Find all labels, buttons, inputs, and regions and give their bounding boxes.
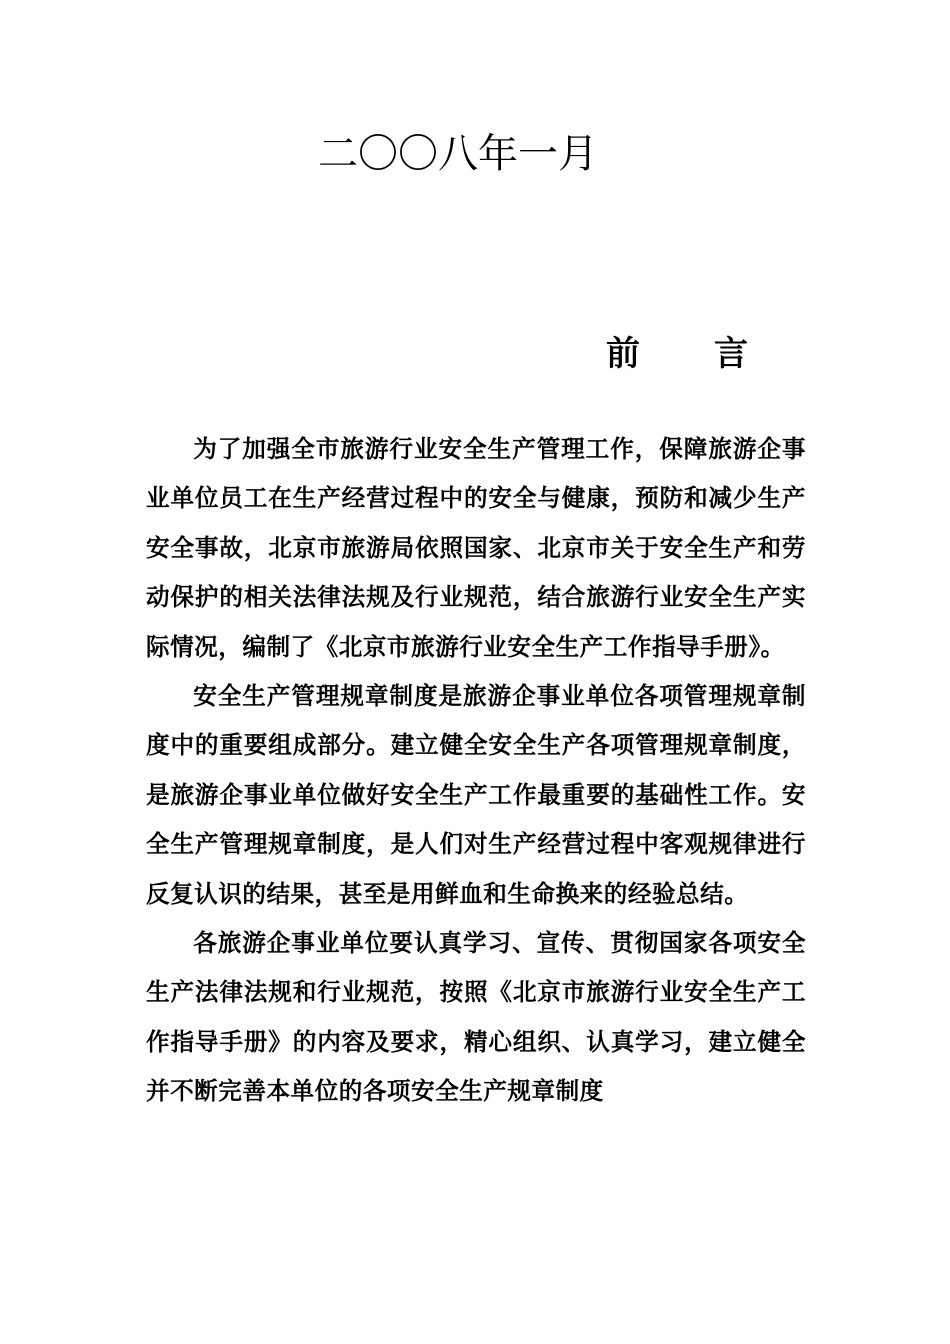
paragraph-3: 各旅游企事业单位要认真学习、宣传、贯彻国家各项安全生产法律法规和行业规范，按照《北京市旅游行业安全生产工作指导手册》的内容及要求，精心组织、认真学习，建立健全并不断完善本单位的各项安全生产规章制度	[146, 929, 806, 1106]
preface-body	[146, 425, 806, 1117]
paragraph-2: 安全生产管理规章制度是旅游企事业单位各项管理规章制度中的重要组成部分。建立健全安全生产各项管理规章制度，是旅游企事业单位做好安全生产工作最重要的基础性工作。安全生产管理规章制度，是人们对生产经营过程中客观规律进行反复认识的结果，甚至是用鲜血和生命换来的经验总结。	[146, 682, 806, 908]
date-line: 二〇〇八年一月	[318, 131, 598, 177]
paragraph-1: 为了加强全市旅游行业安全生产管理工作，保障旅游企事业单位员工在生产经营过程中的安全与健康，预防和减少生产安全事故，北京市旅游局依照国家、北京市关于安全生产和劳动保护的相关法律法规及行业规范，结合旅游行业安全生产实际情况，编制了《北京市旅游行业安全生产工作指导手册》。	[146, 435, 806, 661]
preface-heading-char-2: 言	[714, 334, 748, 374]
preface-heading-char-1: 前	[606, 334, 640, 374]
preface-heading	[606, 332, 748, 376]
